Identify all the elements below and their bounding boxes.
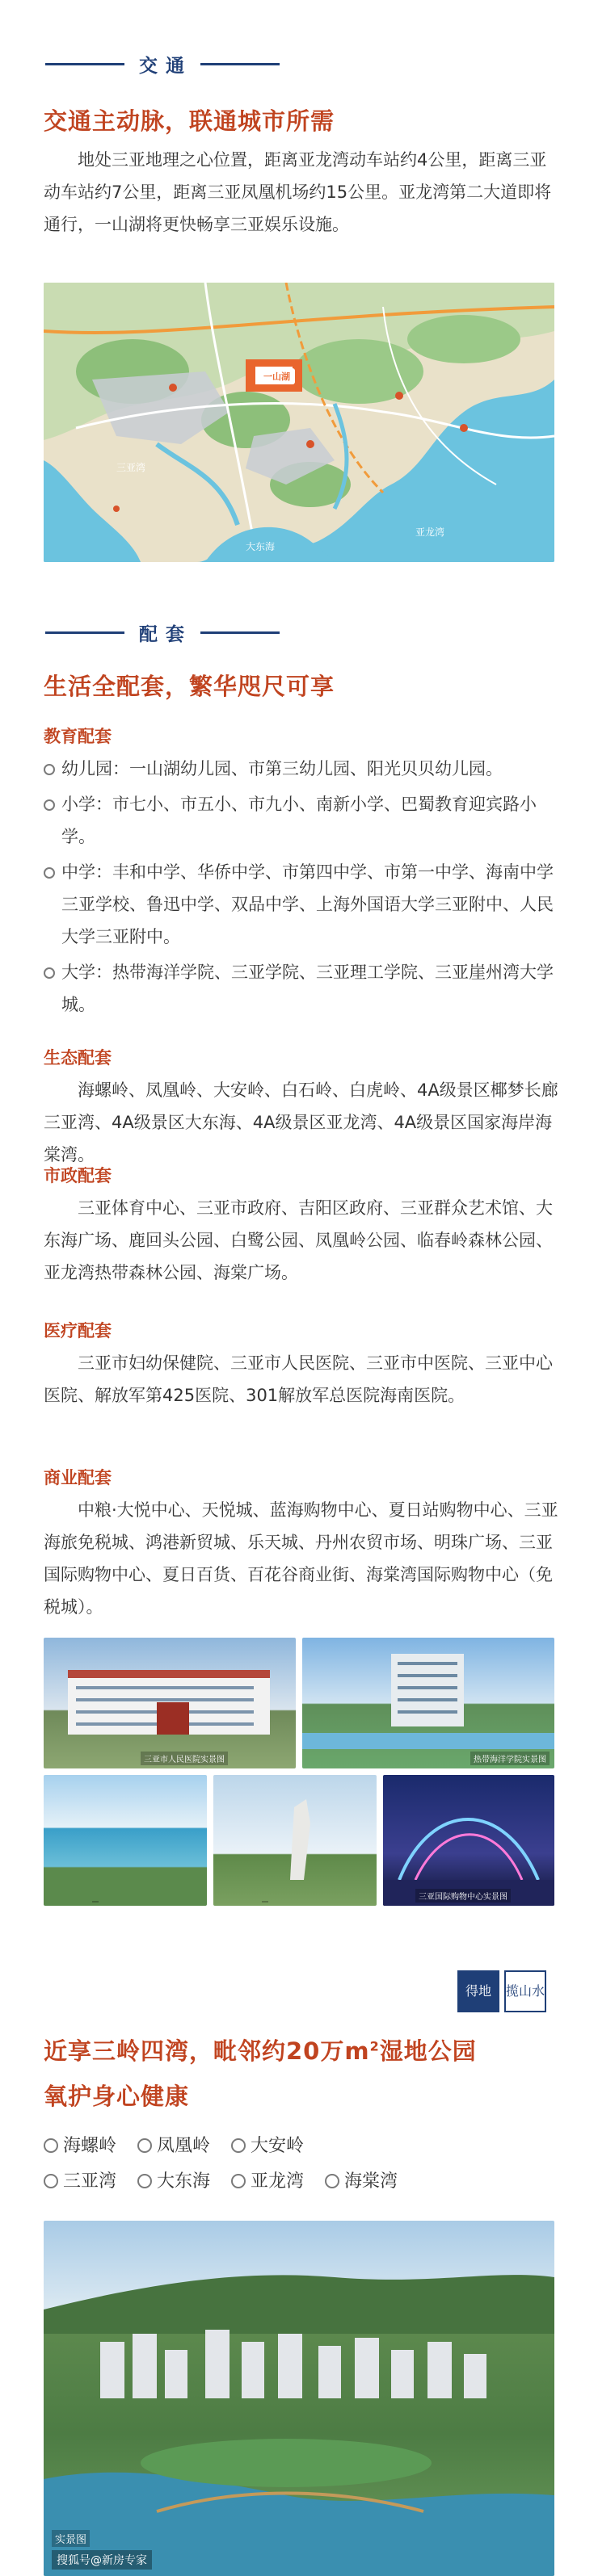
location-map <box>44 283 554 562</box>
circle-icon <box>231 2138 246 2153</box>
ecology-title: 生态配套 <box>44 1048 112 1068</box>
section-label: 交通 <box>124 51 200 78</box>
circle-icon <box>325 2174 339 2188</box>
headline-superscript: 2 <box>369 2038 380 2054</box>
watermark: 搜狐号@新房专家 <box>52 2550 152 2570</box>
photo-mall <box>383 1775 554 1906</box>
nature-tags <box>44 2132 561 2205</box>
map-label-sanya-bay: 三亚湾 <box>116 462 146 473</box>
amenities-section-header <box>45 619 280 646</box>
divider <box>45 631 124 634</box>
map-label-yalong-bay: 亚龙湾 <box>415 527 445 538</box>
tag-hailuoling: 海螺岭 <box>44 2132 116 2157</box>
ecology-text: 海螺岭、凤凰岭、大安岭、白石岭、白虎岭、4A级景区椰梦长廊三亚湾、4A级景区大东海、4A级景区亚龙湾、4A级景区国家海岸海棠湾。 <box>44 1080 558 1164</box>
headline-prefix: 近享三岭四湾，毗邻约20万m <box>44 2037 370 2065</box>
section-label: 配套 <box>124 619 200 646</box>
photo-wetland-park <box>44 2221 554 2576</box>
divider <box>200 63 280 65</box>
map-label-dadonghai: 大东海 <box>246 541 276 552</box>
education-primary: 小学：市七小、市五小、市九小、南新小学、巴蜀教育迎宾路小学。 <box>44 788 561 853</box>
education-university: 大学：热带海洋学院、三亚学院、三亚理工学院、三亚崖州湾大学城。 <box>44 956 561 1021</box>
project-marker-label: 一山湖 <box>259 368 295 384</box>
circle-icon <box>231 2174 246 2188</box>
transport-headline: 交通主动脉，联通城市所需 <box>44 107 335 135</box>
wetland-illustration <box>44 2221 554 2576</box>
hospital-building <box>44 1638 296 1768</box>
medical-text: 三亚市妇幼保健院、三亚市人民医院、三亚市中医院、三亚中心医院、解放军第425医院、301解放军总医院海南医院。 <box>44 1353 553 1405</box>
amenities-headline: 生活全配套，繁华咫尺可享 <box>44 673 335 700</box>
circle-icon <box>44 2174 58 2188</box>
civic-title: 市政配套 <box>44 1166 112 1185</box>
medical-title: 医疗配套 <box>44 1321 112 1340</box>
nature-headline-line1 <box>44 2033 477 2066</box>
transport-paragraph: 地处三亚地理之心位置，距离亚龙湾动车站约4公里，距离三亚动车站约7公里，距离三亚凤凰机场约15公里。亚龙湾第二大道即将通行，一山湖将更快畅享三亚娱乐设施。 <box>44 150 552 234</box>
photo-statue <box>213 1775 377 1906</box>
tag-fenghuangling: 凤凰岭 <box>137 2132 210 2157</box>
commerce-title: 商业配套 <box>44 1468 112 1487</box>
photo-university <box>302 1638 554 1768</box>
mall-arch <box>383 1775 554 1906</box>
university-building <box>302 1638 554 1768</box>
headline-suffix: 湿地公园 <box>379 2037 477 2065</box>
photo-caption: 三亚市人民医院实景图 <box>141 1752 228 1765</box>
divider <box>200 631 280 634</box>
badge-dedi: 得地 <box>457 1970 499 2012</box>
photo-caption: 实景图 <box>52 2530 90 2547</box>
photo-caption: 三亚国际购物中心实景图 <box>415 1889 511 1903</box>
tag-haitangwan: 海棠湾 <box>325 2167 398 2192</box>
photo-hospital <box>44 1638 296 1768</box>
transport-section-header <box>45 50 280 78</box>
circle-icon <box>137 2174 152 2188</box>
tag-dadonghai: 大东海 <box>137 2167 210 2192</box>
photo-caption: 热带海洋学院实景图 <box>470 1752 550 1765</box>
tag-daanling: 大安岭 <box>231 2132 304 2157</box>
map-illustration <box>44 283 554 562</box>
photo-coast <box>44 1775 207 1906</box>
tag-yalongwan: 亚龙湾 <box>231 2167 304 2192</box>
badge-lanshanshui: 揽山水 <box>504 1970 546 2012</box>
nature-headline-line2: 氧护身心健康 <box>44 2083 190 2110</box>
tag-sanyawan: 三亚湾 <box>44 2167 116 2192</box>
education-kindergarten: 幼儿园：一山湖幼儿园、市第三幼儿园、阳光贝贝幼儿园。 <box>44 753 561 785</box>
divider <box>45 63 124 65</box>
education-secondary: 中学：丰和中学、华侨中学、市第四中学、市第一中学、海南中学三亚学校、鲁迅中学、双品中学、上海外国语大学三亚附中、人民大学三亚附中。 <box>44 856 561 953</box>
circle-icon <box>137 2138 152 2153</box>
circle-icon <box>44 2138 58 2153</box>
photo-caption <box>92 1901 99 1903</box>
civic-text: 三亚体育中心、三亚市政府、吉阳区政府、三亚群众艺术馆、大东海广场、鹿回头公园、白鹭公园、凤凰岭公园、临春岭森林公园、亚龙湾热带森林公园、海棠广场。 <box>44 1198 553 1282</box>
statue-shape <box>213 1775 377 1906</box>
education-title: 教育配套 <box>44 727 112 746</box>
commerce-text: 中粮·大悦中心、天悦城、蓝海购物中心、夏日站购物中心、三亚海旅免税城、鸿港新贸城、乐天城、丹州农贸市场、明珠广场、三亚国际购物中心、夏日百货、百花谷商业街、海棠湾国际购物中心（免税城）。 <box>44 1500 558 1617</box>
photo-caption <box>262 1901 268 1903</box>
